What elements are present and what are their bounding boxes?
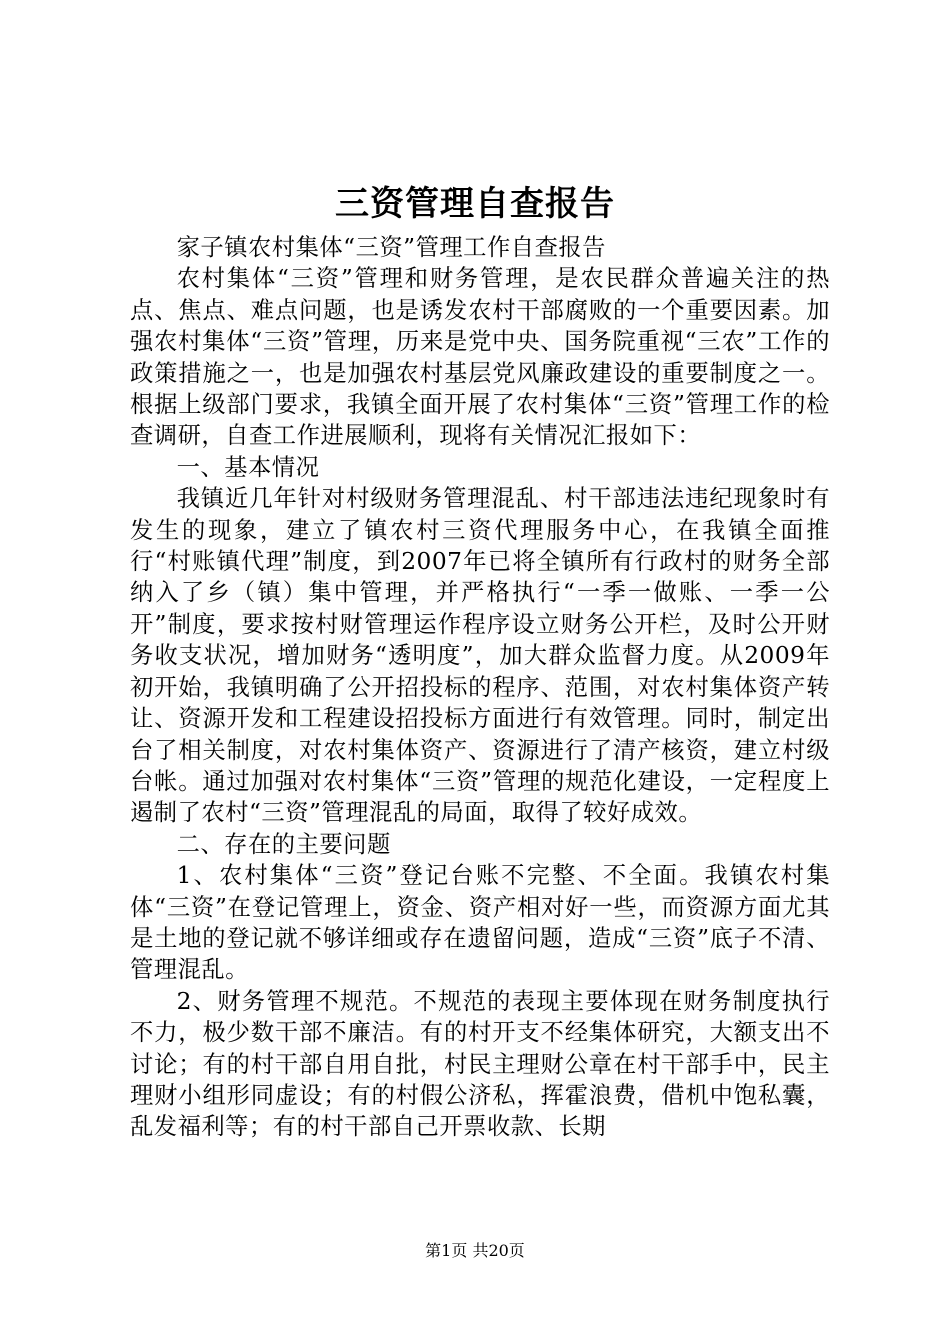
section-heading: 一、基本情况: [176, 453, 320, 481]
page-footer: 第1页 共20页: [425, 1241, 525, 1260]
intro-paragraph: 农村集体“三资”管理和财务管理，是农民群众普遍关注的热点、焦点、难点问题，也是诱发农村干部腐败的一个重要因素。加强农村集体“三资”管理，历来是党中央、国务院重视“三农”工作的政策措施之一，也是加强农村基层党风廉政建设的重要制度之一。根据上级部门要求，我镇全面开展了农村集体“三资”管理工作的检查调研，自查工作进展顺利，现将有关情况汇报如下：: [130, 265, 830, 450]
section-heading: 二、存在的主要问题: [176, 830, 391, 858]
document-title: 三资管理自查报告: [335, 184, 615, 224]
body-paragraph: 2、财务管理不规范。不规范的表现主要体现在财务制度执行不力，极少数干部不廉洁。有的村开支不经集体研究，大额支出不讨论；有的村干部自用自批，村民主理财公章在村干部手中，民主理财小组形同虚设；有的村假公济私，挥霍浪费，借机中饱私囊，乱发福利等；有的村干部自己开票收款、长期: [130, 987, 830, 1141]
subtitle-paragraph: 家子镇农村集体“三资”管理工作自查报告: [176, 234, 606, 261]
body-paragraph: 1、农村集体“三资”登记台账不完整、不全面。我镇农村集体“三资”在登记管理上，资金、资产相对好一些，而资源方面尤其是土地的登记就不够详细或存在遗留问题，造成“三资”底子不清、管理混乱。: [130, 862, 830, 984]
document-body: [130, 232, 830, 1143]
body-paragraph: 我镇近几年针对村级财务管理混乱、村干部违法违纪现象时有发生的现象，建立了镇农村三资代理服务中心，在我镇全面推行“村账镇代理”制度，到2007年已将全镇所有行政村的财务全部纳入了乡（镇）集中管理，并严格执行“一季一做账、一季一公开”制度，要求按村财管理运作程序设立财务公开栏，及时公开财务收支状况，增加财务“透明度”，加大群众监督力度。从2009年初开始，我镇明确了公开招投标的程序、范围，对农村集体资产转让、资源开发和工程建设招投标方面进行有效管理。同时，制定出台了相关制度，对农村集体资产、资源进行了清产核资，建立村级台帐。通过加强对农村集体“三资”管理的规范化建设，一定程度上遏制了农村“三资”管理混乱的局面，取得了较好成效。: [130, 485, 830, 827]
